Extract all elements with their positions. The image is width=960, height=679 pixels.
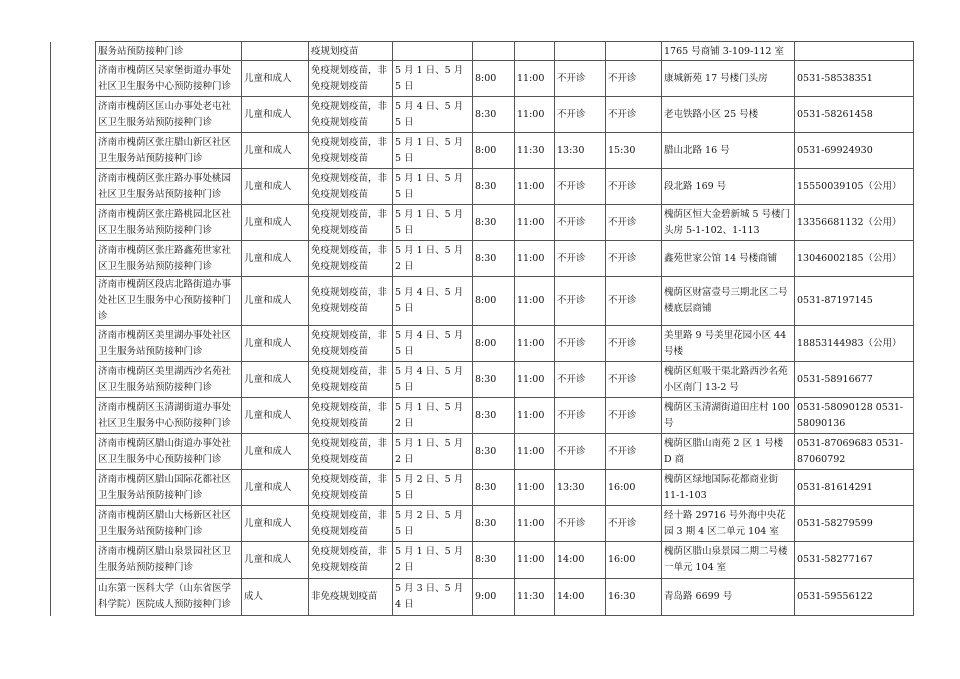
table-row xyxy=(51,241,914,277)
address-cell: 青岛路 6699 号 xyxy=(662,579,795,616)
afternoon-start-cell: 13:30 xyxy=(555,470,606,506)
target-group-cell: 儿童和成人 xyxy=(242,97,309,133)
afternoon-end-cell: 不开诊 xyxy=(606,398,662,434)
table-row xyxy=(51,434,914,470)
target-group-cell: 儿童和成人 xyxy=(242,542,309,579)
vaccination-clinic-table xyxy=(50,41,914,616)
open-dates-cell: 5 月 2 日、5 月 5 日 xyxy=(393,470,473,506)
phone-cell: 0531-58916677 xyxy=(795,362,914,398)
afternoon-start-cell: 不开诊 xyxy=(555,277,606,326)
open-dates-cell: 5 月 1 日、5 月 5 日 xyxy=(393,61,473,97)
morning-end-cell: 11:00 xyxy=(515,434,555,470)
target-group-cell: 儿童和成人 xyxy=(242,133,309,169)
clinic-name-cell: 济南市槐荫区段店北路街道办事处社区卫生服务中心预防接种门诊 xyxy=(96,277,242,326)
clinic-name-cell: 济南市槐荫区腊山街道办事处社区卫生服务中心预防接种门诊 xyxy=(96,434,242,470)
table-row xyxy=(51,326,914,362)
phone-cell: 15550039105（公用） xyxy=(795,169,914,205)
vaccine-type-cell: 免疫规划疫苗，非免疫规划疫苗 xyxy=(309,398,393,434)
open-dates-cell: 5 月 1 日、5 月 5 日 xyxy=(393,169,473,205)
clinic-name-cell: 济南市槐荫区张庄路桃园北区社区卫生服务站预防接种门诊 xyxy=(96,205,242,241)
morning-start-cell: 8:00 xyxy=(473,133,515,169)
clinic-name-cell: 济南市槐荫区张庄路办事处桃园社区卫生服务站预防接种门诊 xyxy=(96,169,242,205)
morning-end-cell: 11:30 xyxy=(515,579,555,616)
address-cell: 美里路 9 号美里花园小区 44 号楼 xyxy=(662,326,795,362)
phone-cell xyxy=(795,42,914,61)
target-group-cell: 儿童和成人 xyxy=(242,205,309,241)
morning-end-cell: 11:00 xyxy=(515,326,555,362)
clinic-name-cell: 山东第一医科大学（山东省医学科学院）医院成人预防接种门诊 xyxy=(96,579,242,616)
clinic-name-cell: 济南市槐荫区张庄腊山新区社区卫生服务站预防接种门诊 xyxy=(96,133,242,169)
phone-cell: 0531-87069683 0531-87060792 xyxy=(795,434,914,470)
morning-start-cell: 8:30 xyxy=(473,205,515,241)
table-row xyxy=(51,579,914,616)
target-group-cell: 儿童和成人 xyxy=(242,398,309,434)
morning-end-cell: 11:00 xyxy=(515,542,555,579)
phone-cell: 0531-58277167 xyxy=(795,542,914,579)
morning-start-cell: 8:30 xyxy=(473,470,515,506)
morning-start-cell: 8:30 xyxy=(473,506,515,542)
morning-start-cell: 8:00 xyxy=(473,277,515,326)
afternoon-end-cell: 不开诊 xyxy=(606,434,662,470)
clinic-name-cell: 济南市槐荫区玉清湖街道办事处社区卫生服务中心预防接种门诊 xyxy=(96,398,242,434)
target-group-cell: 儿童和成人 xyxy=(242,241,309,277)
clinic-name-cell: 济南市槐荫区腊山大杨新区社区卫生服务站预防接种门诊 xyxy=(96,506,242,542)
open-dates-cell: 5 月 1 日、5 月 2 日 xyxy=(393,241,473,277)
open-dates-cell: 5 月 2 日、5 月 5 日 xyxy=(393,506,473,542)
phone-cell: 13356681132（公用） xyxy=(795,205,914,241)
afternoon-start-cell: 不开诊 xyxy=(555,506,606,542)
vaccine-type-cell: 免疫规划疫苗，非免疫规划疫苗 xyxy=(309,470,393,506)
morning-end-cell: 11:00 xyxy=(515,277,555,326)
afternoon-start-cell: 不开诊 xyxy=(555,326,606,362)
morning-end-cell: 11:00 xyxy=(515,169,555,205)
morning-end-cell: 11:00 xyxy=(515,241,555,277)
clinic-name-cell: 济南市槐荫区腊山国际花都社区卫生服务站预防接种门诊 xyxy=(96,470,242,506)
address-cell: 1765 号商铺 3-109-112 室 xyxy=(662,42,795,61)
address-cell: 腊山北路 16 号 xyxy=(662,133,795,169)
open-dates-cell: 5 月 1 日、5 月 2 日 xyxy=(393,398,473,434)
target-group-cell: 儿童和成人 xyxy=(242,362,309,398)
address-cell: 槐荫区财富壹号三期北区二号楼底层商铺 xyxy=(662,277,795,326)
open-dates-cell: 5 月 1 日、5 月 2 日 xyxy=(393,542,473,579)
table-row xyxy=(51,42,914,61)
table-row xyxy=(51,398,914,434)
morning-end-cell: 11:00 xyxy=(515,398,555,434)
vaccine-type-cell: 疫规划疫苗 xyxy=(309,42,393,61)
open-dates-cell: 5 月 1 日、5 月 5 日 xyxy=(393,133,473,169)
open-dates-cell: 5 月 1 日、5 月 5 日 xyxy=(393,205,473,241)
morning-end-cell: 11:00 xyxy=(515,362,555,398)
phone-cell: 0531-58261458 xyxy=(795,97,914,133)
afternoon-end-cell: 不开诊 xyxy=(606,277,662,326)
address-cell: 槐荫区腊山南苑 2 区 1 号楼 D 商 xyxy=(662,434,795,470)
afternoon-end-cell: 不开诊 xyxy=(606,362,662,398)
table-row xyxy=(51,133,914,169)
target-group-cell: 成人 xyxy=(242,579,309,616)
table-row xyxy=(51,205,914,241)
vaccine-type-cell: 免疫规划疫苗，非免疫规划疫苗 xyxy=(309,326,393,362)
phone-cell: 0531-81614291 xyxy=(795,470,914,506)
morning-start-cell: 8:00 xyxy=(473,326,515,362)
target-group-cell: 儿童和成人 xyxy=(242,470,309,506)
vaccine-type-cell: 免疫规划疫苗，非免疫规划疫苗 xyxy=(309,61,393,97)
open-dates-cell: 5 月 1 日、5 月 2 日 xyxy=(393,434,473,470)
morning-start-cell xyxy=(473,42,515,61)
phone-cell: 0531-69924930 xyxy=(795,133,914,169)
morning-start-cell: 8:30 xyxy=(473,398,515,434)
vaccine-type-cell: 非免疫规划疫苗 xyxy=(309,579,393,616)
vaccine-type-cell: 免疫规划疫苗，非免疫规划疫苗 xyxy=(309,362,393,398)
clinic-name-cell: 济南市槐荫区张庄路鑫苑世家社区卫生服务站预防接种门诊 xyxy=(96,241,242,277)
morning-start-cell: 8:30 xyxy=(473,169,515,205)
afternoon-end-cell: 16:30 xyxy=(606,579,662,616)
table-row xyxy=(51,97,914,133)
address-cell: 康城新苑 17 号楼门头房 xyxy=(662,61,795,97)
vaccine-type-cell: 免疫规划疫苗，非免疫规划疫苗 xyxy=(309,97,393,133)
clinic-name-cell: 济南市槐荫区美里湖办事处社区卫生服务站预防接种门诊 xyxy=(96,326,242,362)
address-cell: 段北路 169 号 xyxy=(662,169,795,205)
address-cell: 鑫苑世家公馆 14 号楼商铺 xyxy=(662,241,795,277)
morning-start-cell: 8:30 xyxy=(473,434,515,470)
vaccine-type-cell: 免疫规划疫苗，非免疫规划疫苗 xyxy=(309,133,393,169)
morning-end-cell: 11:00 xyxy=(515,506,555,542)
morning-start-cell: 8:30 xyxy=(473,241,515,277)
phone-cell: 0531-58538351 xyxy=(795,61,914,97)
phone-cell: 0531-58279599 xyxy=(795,506,914,542)
phone-cell: 0531-59556122 xyxy=(795,579,914,616)
open-dates-cell: 5 月 3 日、5 月 4 日 xyxy=(393,579,473,616)
vaccine-type-cell: 免疫规划疫苗，非免疫规划疫苗 xyxy=(309,169,393,205)
address-cell: 槐荫区虹吸干渠北路西沙名苑小区南门 13-2 号 xyxy=(662,362,795,398)
morning-end-cell: 11:00 xyxy=(515,470,555,506)
phone-cell: 0531-58090128 0531-58090136 xyxy=(795,398,914,434)
afternoon-start-cell: 不开诊 xyxy=(555,434,606,470)
open-dates-cell: 5 月 4 日、5 月 5 日 xyxy=(393,326,473,362)
afternoon-start-cell: 不开诊 xyxy=(555,241,606,277)
target-group-cell: 儿童和成人 xyxy=(242,277,309,326)
district-column-cell xyxy=(51,42,96,616)
table-row xyxy=(51,362,914,398)
address-cell: 槐荫区玉清湖街道田庄村 100 号 xyxy=(662,398,795,434)
vaccine-type-cell: 免疫规划疫苗，非免疫规划疫苗 xyxy=(309,506,393,542)
table-row xyxy=(51,506,914,542)
target-group-cell xyxy=(242,42,309,61)
afternoon-start-cell: 不开诊 xyxy=(555,362,606,398)
afternoon-end-cell: 不开诊 xyxy=(606,241,662,277)
phone-cell: 0531-87197145 xyxy=(795,277,914,326)
vaccine-type-cell: 免疫规划疫苗，非免疫规划疫苗 xyxy=(309,205,393,241)
morning-end-cell: 11:00 xyxy=(515,97,555,133)
address-cell: 槐荫区恒大金碧新城 5 号楼门头房 5-1-102、1-113 xyxy=(662,205,795,241)
target-group-cell: 儿童和成人 xyxy=(242,434,309,470)
morning-start-cell: 8:30 xyxy=(473,362,515,398)
vaccine-type-cell: 免疫规划疫苗，非免疫规划疫苗 xyxy=(309,277,393,326)
address-cell: 经十路 29716 号外海中央花园 3 期 4 区二单元 104 室 xyxy=(662,506,795,542)
afternoon-start-cell: 不开诊 xyxy=(555,169,606,205)
morning-end-cell xyxy=(515,42,555,61)
target-group-cell: 儿童和成人 xyxy=(242,61,309,97)
open-dates-cell: 5 月 4 日、5 月 5 日 xyxy=(393,362,473,398)
table-row xyxy=(51,277,914,326)
afternoon-end-cell: 不开诊 xyxy=(606,326,662,362)
vaccine-type-cell: 免疫规划疫苗，非免疫规划疫苗 xyxy=(309,542,393,579)
vaccine-type-cell: 免疫规划疫苗，非免疫规划疫苗 xyxy=(309,241,393,277)
open-dates-cell: 5 月 4 日、5 月 5 日 xyxy=(393,97,473,133)
table-body xyxy=(51,42,914,616)
afternoon-end-cell: 不开诊 xyxy=(606,97,662,133)
clinic-name-cell: 济南市槐荫区腊山泉景园社区卫生服务站预防接种门诊 xyxy=(96,542,242,579)
afternoon-end-cell: 16:00 xyxy=(606,542,662,579)
address-cell: 槐荫区绿地国际花都商业街 11-1-103 xyxy=(662,470,795,506)
morning-end-cell: 11:00 xyxy=(515,61,555,97)
table-row xyxy=(51,61,914,97)
afternoon-start-cell xyxy=(555,42,606,61)
phone-cell: 13046002185（公用） xyxy=(795,241,914,277)
target-group-cell: 儿童和成人 xyxy=(242,326,309,362)
afternoon-end-cell xyxy=(606,42,662,61)
afternoon-end-cell: 不开诊 xyxy=(606,61,662,97)
target-group-cell: 儿童和成人 xyxy=(242,169,309,205)
afternoon-end-cell: 15:30 xyxy=(606,133,662,169)
table-row xyxy=(51,169,914,205)
morning-start-cell: 9:00 xyxy=(473,579,515,616)
phone-cell: 18853144983（公用） xyxy=(795,326,914,362)
open-dates-cell: 5 月 4 日、5 月 5 日 xyxy=(393,277,473,326)
clinic-name-cell: 济南市槐荫区匡山办事处老屯社区卫生服务站预防接种门诊 xyxy=(96,97,242,133)
afternoon-start-cell: 14:00 xyxy=(555,579,606,616)
vaccine-type-cell: 免疫规划疫苗，非免疫规划疫苗 xyxy=(309,434,393,470)
afternoon-start-cell: 13:30 xyxy=(555,133,606,169)
afternoon-end-cell: 16:00 xyxy=(606,470,662,506)
afternoon-end-cell: 不开诊 xyxy=(606,205,662,241)
afternoon-start-cell: 不开诊 xyxy=(555,61,606,97)
address-cell: 老屯铁路小区 25 号楼 xyxy=(662,97,795,133)
clinic-name-cell: 济南市槐荫区吴家堡街道办事处社区卫生服务中心预防接种门诊 xyxy=(96,61,242,97)
afternoon-end-cell: 不开诊 xyxy=(606,169,662,205)
table-row xyxy=(51,470,914,506)
afternoon-start-cell: 不开诊 xyxy=(555,398,606,434)
table-row xyxy=(51,542,914,579)
morning-end-cell: 11:00 xyxy=(515,205,555,241)
afternoon-end-cell: 不开诊 xyxy=(606,506,662,542)
morning-end-cell: 11:30 xyxy=(515,133,555,169)
morning-start-cell: 8:30 xyxy=(473,97,515,133)
morning-start-cell: 8:00 xyxy=(473,61,515,97)
clinic-name-cell: 服务站预防接种门诊 xyxy=(96,42,242,61)
afternoon-start-cell: 不开诊 xyxy=(555,97,606,133)
open-dates-cell xyxy=(393,42,473,61)
address-cell: 槐荫区腊山泉景园二期二号楼一单元 104 室 xyxy=(662,542,795,579)
afternoon-start-cell: 不开诊 xyxy=(555,205,606,241)
clinic-name-cell: 济南市槐荫区美里湖西沙名苑社区卫生服务站预防接种门诊 xyxy=(96,362,242,398)
target-group-cell: 儿童和成人 xyxy=(242,506,309,542)
morning-start-cell: 8:30 xyxy=(473,542,515,579)
afternoon-start-cell: 14:00 xyxy=(555,542,606,579)
